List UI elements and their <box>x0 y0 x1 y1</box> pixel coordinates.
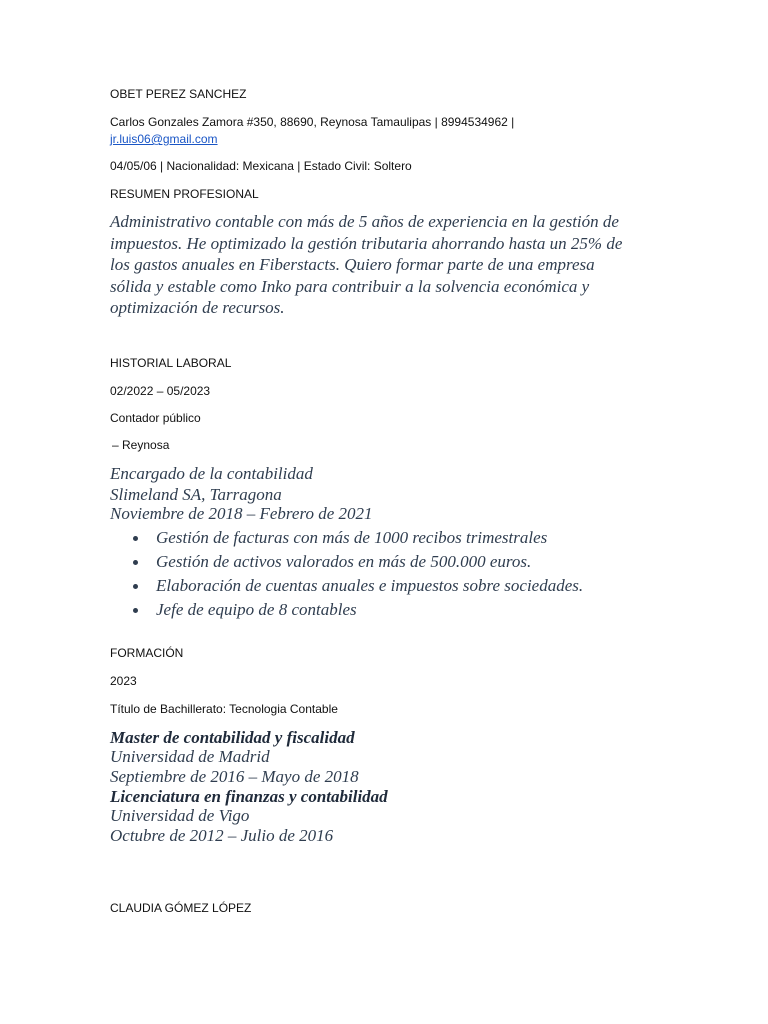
degree-1: Master de contabilidad y fiscalidad <box>110 728 355 747</box>
next-resume-name: CLAUDIA GÓMEZ LÓPEZ <box>110 901 252 915</box>
summary-line: optimización de recursos. <box>110 298 285 317</box>
bullet-icon <box>133 560 138 565</box>
summary-paragraph <box>110 211 670 319</box>
school-2: Universidad de Vigo <box>110 806 250 825</box>
address-line: Carlos Gonzales Zamora #350, 88690, Reynosa Tamaulipas | 8994534962 | <box>110 115 515 129</box>
list-item: Elaboración de cuentas anuales e impuestos sobre sociedades. <box>110 574 583 598</box>
personal-details: 04/05/06 | Nacionalidad: Mexicana | Estado Civil: Soltero <box>110 159 412 173</box>
degree-2: Licenciatura en finanzas y contabilidad <box>110 787 388 806</box>
education-heading: FORMACIÓN <box>110 646 184 660</box>
work-location: – Reynosa <box>112 438 170 452</box>
work-dates: 02/2022 – 05/2023 <box>110 384 211 398</box>
list-item: Gestión de activos valorados en más de 500.000 euros. <box>110 550 583 574</box>
example-role: Encargado de la contabilidad <box>110 464 313 483</box>
work-position: Contador público <box>110 411 201 425</box>
summary-line: Administrativo contable con más de 5 años de experiencia en la gestión de <box>110 212 619 231</box>
bullet-icon <box>133 536 138 541</box>
email-link[interactable]: jr.luis06@gmail.com <box>110 132 218 146</box>
summary-line: sólida y estable como Inko para contribuir a la solvencia económica y <box>110 276 590 296</box>
example-company: Slimeland SA, Tarragona <box>110 485 282 504</box>
candidate-name: OBET PEREZ SANCHEZ <box>110 87 247 101</box>
list-item: Gestión de facturas con más de 1000 recibos trimestrales <box>110 526 583 550</box>
duties-list <box>110 526 583 622</box>
email-link-wrap <box>110 132 218 146</box>
work-heading: HISTORIAL LABORAL <box>110 356 232 370</box>
summary-line: impuestos. He optimizado la gestión tributaria ahorrando hasta un 25% de <box>110 233 623 253</box>
list-item: Jefe de equipo de 8 contables <box>110 598 583 622</box>
period-2: Octubre de 2012 – Julio de 2016 <box>110 826 334 845</box>
summary-heading: RESUMEN PROFESIONAL <box>110 187 259 201</box>
education-year: 2023 <box>110 674 137 688</box>
bullet-icon <box>133 584 138 589</box>
bullet-icon <box>133 608 138 613</box>
example-period: Noviembre de 2018 – Febrero de 2021 <box>110 504 373 523</box>
school-1: Universidad de Madrid <box>110 747 270 766</box>
education-title: Título de Bachillerato: Tecnologia Contable <box>110 702 338 716</box>
period-1: Septiembre de 2016 – Mayo de 2018 <box>110 767 359 786</box>
summary-line: los gastos anuales en Fiberstacts. Quiero formar parte de una empresa <box>110 255 595 274</box>
